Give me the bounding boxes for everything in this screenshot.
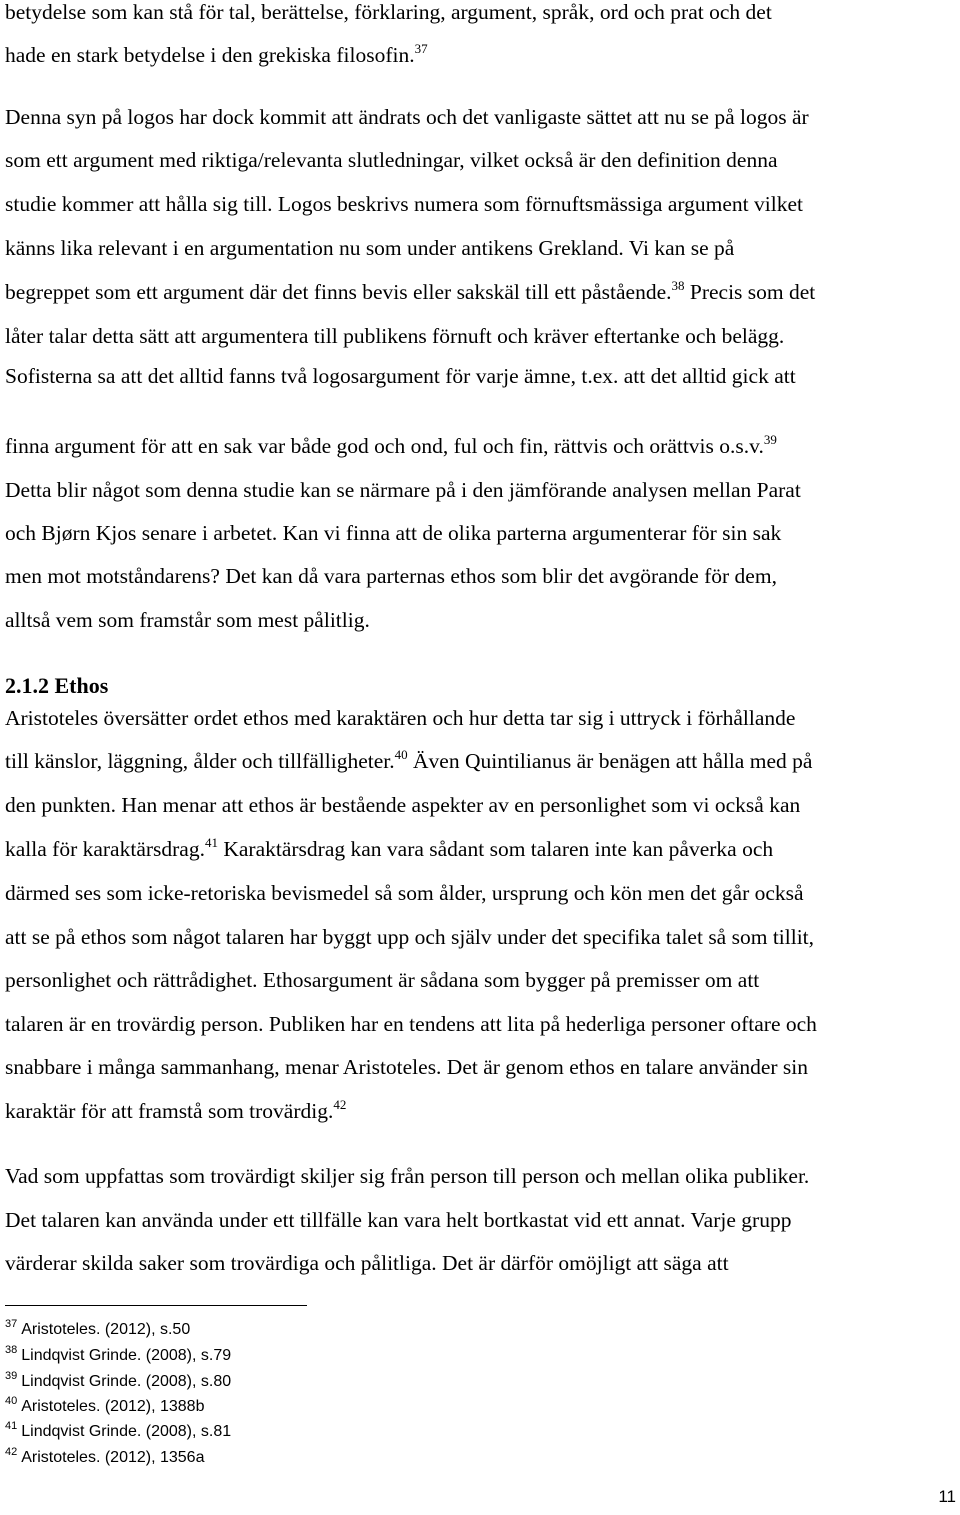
body-line: Denna syn på logos har dock kommit att ändrats och det vanligaste sättet att nu se på logos är	[5, 105, 809, 129]
body-line: talaren är en trovärdig person. Publiken har en tendens att lita på hederliga personer oftare och	[5, 1012, 817, 1036]
body-line: personlighet och rättrådighet. Ethosargument är sådana som bygger på premisser om att	[5, 968, 760, 992]
footnote: $^{42}$ Aristoteles. (2012), 1356a	[5, 1446, 205, 1466]
body-line: som ett argument med riktiga/relevanta slutledningar, vilket också är den definition denna	[5, 148, 778, 172]
body-line: alltså vem som framstår som mest pålitlig.	[5, 608, 370, 632]
body-line: men mot motståndarens? Det kan då vara parternas ethos som blir det avgörande för dem,	[5, 564, 777, 588]
body-line: betydelse som kan stå för tal, berättelse, förklaring, argument, språk, ord och prat och det	[5, 0, 772, 24]
body-line: studie kommer att hålla sig till. Logos beskrivs numera som förnuftsmässiga argument vilket	[5, 192, 803, 216]
footnote-ref[interactable]: 39	[763, 432, 777, 447]
body-line: värderar skilda saker som trovärdiga och pålitliga. Det är därför omöjligt att säga att	[5, 1251, 729, 1275]
body-line: begreppet som ett argument där det finns bevis eller sakskäl till ett påstående.$^{38}$ Precis som det	[5, 278, 816, 304]
body-line: att se på ethos som något talaren har byggt upp och själv under det specifika talet så som tillit,	[5, 925, 815, 949]
footnote-ref[interactable]: 40	[394, 747, 408, 762]
body-line: Det talaren kan använda under ett tillfälle kan vara helt bortkastat vid ett annat. Varje grupp	[5, 1208, 792, 1232]
body-line: Aristoteles översätter ordet ethos med karaktären och hur detta tar sig i uttryck i förhållande	[5, 706, 796, 730]
body-line: Detta blir något som denna studie kan se närmare på i den jämförande analysen mellan Parat	[5, 478, 801, 502]
footnote: $^{38}$ Lindqvist Grinde. (2008), s.79	[5, 1344, 232, 1364]
section-heading: 2.1.2 Ethos	[5, 673, 109, 698]
footnote: $^{41}$ Lindqvist Grinde. (2008), s.81	[5, 1420, 232, 1440]
footnote-ref[interactable]: 37	[414, 41, 428, 56]
body-line: karaktär för att framstå som trovärdig.$^{42}$	[5, 1097, 347, 1123]
body-line: därmed ses som icke-retoriska bevismedel så som ålder, ursprung och kön men det går också	[5, 881, 804, 905]
body-line: till känslor, läggning, ålder och tillfälligheter.$^{40}$ Även Quintilianus är benägen att hålla med på	[5, 747, 813, 773]
body-line: känns lika relevant i en argumentation nu som under antikens Grekland. Vi kan se på	[5, 236, 735, 260]
footnote: $^{40}$ Aristoteles. (2012), 1388b	[5, 1395, 205, 1415]
body-line: Vad som uppfattas som trovärdigt skiljer sig från person till person och mellan olika publiker.	[5, 1164, 810, 1188]
footnote-ref[interactable]: 38	[671, 278, 685, 293]
footnote: $^{37}$ Aristoteles. (2012), s.50	[5, 1318, 191, 1338]
footnote: $^{39}$ Lindqvist Grinde. (2008), s.80	[5, 1370, 232, 1390]
body-line: och Bjørn Kjos senare i arbetet. Kan vi finna att de olika parterna argumenterar för sin sak	[5, 521, 782, 545]
footnote-separator	[5, 1305, 307, 1306]
body-line: låter talar detta sätt att argumentera till publikens förnuft och kräver eftertanke och belägg.	[5, 324, 785, 348]
page-number: 11	[938, 1487, 956, 1506]
footnote-ref[interactable]: 41	[204, 835, 218, 850]
body-line: snabbare i många sammanhang, menar Aristoteles. Det är genom ethos en talare använder sin	[5, 1055, 808, 1079]
body-line: den punkten. Han menar att ethos är bestående aspekter av en personlighet som vi också kan	[5, 793, 801, 817]
body-line: finna argument för att en sak var både god och ond, ful och fin, rättvis och orättvis o.s.v.$^{39}$	[5, 432, 777, 458]
body-line: kalla för karaktärsdrag.$^{41}$ Karaktärsdrag kan vara sådant som talaren inte kan påverka och	[5, 835, 774, 861]
body-line: hade en stark betydelse i den grekiska filosofin.$^{37}$	[5, 41, 428, 67]
body-line: Sofisterna sa att det alltid fanns två logosargument för varje ämne, t.ex. att det alltid gick att	[5, 364, 796, 388]
footnote-ref[interactable]: 42	[333, 1097, 347, 1112]
